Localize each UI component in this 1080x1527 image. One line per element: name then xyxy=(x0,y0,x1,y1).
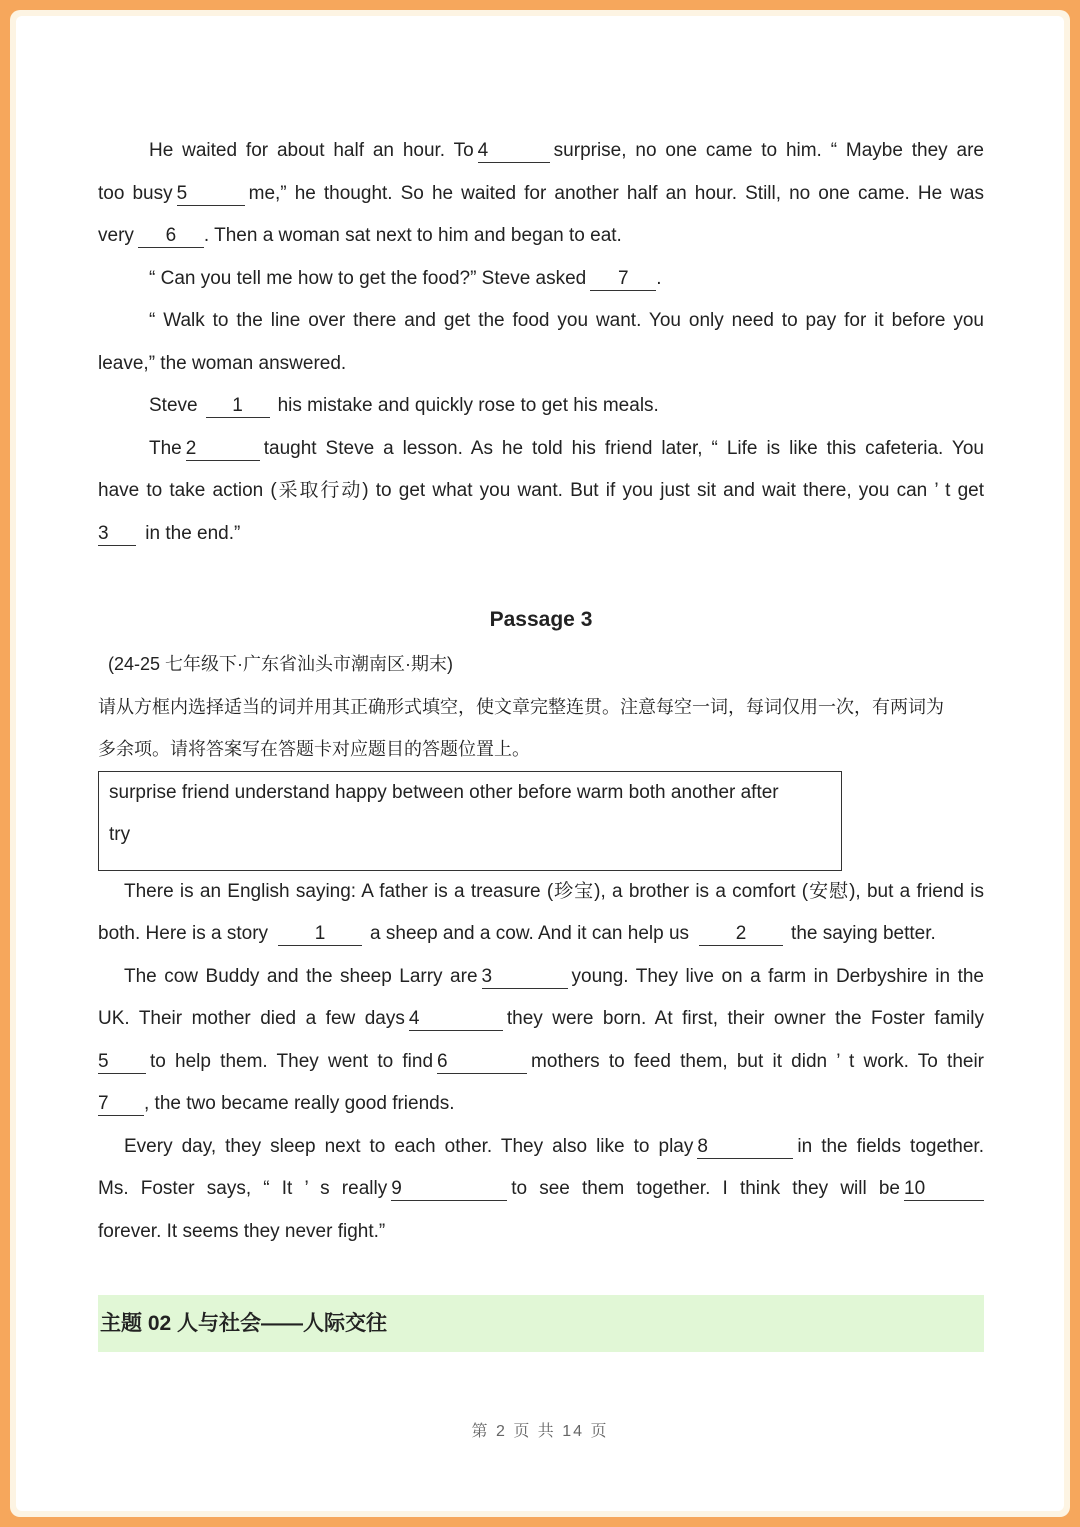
answer-blank[interactable]: 9 xyxy=(391,1178,507,1201)
answer-blank[interactable]: 8 xyxy=(697,1136,793,1159)
question-source: (24-25 七年级下·广东省汕头市潮南区·期末) xyxy=(108,654,454,674)
text: in the fields together. xyxy=(797,1135,984,1157)
text: both. Here is a story xyxy=(98,923,269,944)
paragraph-line: “ Walk to the line over there and get the food you want. You only need to pay for it before you xyxy=(149,310,984,331)
paragraph-line xyxy=(98,1126,984,1169)
text: to see them together. I think they will be xyxy=(511,1178,900,1199)
paragraph-line xyxy=(98,998,984,1041)
paragraph-line: leave,” the woman answered. xyxy=(98,352,347,374)
text: in the end.” xyxy=(145,522,241,544)
answer-blank[interactable]: 5 xyxy=(177,183,245,206)
text: they were born. At first, their owner the Foster family xyxy=(506,1008,984,1029)
text: surprise, no one came to him. “ Maybe they are xyxy=(553,140,984,161)
answer-blank[interactable]: 4 xyxy=(409,1008,503,1031)
answer-blank[interactable]: 6 xyxy=(437,1051,527,1074)
answer-blank[interactable]: 3 xyxy=(98,523,136,546)
word-bank-box xyxy=(98,771,842,871)
word-bank-line: try xyxy=(109,824,131,845)
topic-heading: 主题 02 人与社会——人际交往 xyxy=(98,1295,984,1352)
word-bank-line: surprise friend understand happy between other before warm both another after xyxy=(109,781,779,803)
text: Ms. Foster says, “ It ’ s really xyxy=(98,1178,388,1199)
text: UK. Their mother died a few days xyxy=(98,1008,405,1029)
paragraph-line xyxy=(98,428,984,471)
answer-blank[interactable]: 5 xyxy=(98,1051,146,1074)
paragraph-line: There is an English saying: A father is a treasure (珍宝), a brother is a comfort (安慰), but a friend is xyxy=(124,880,984,902)
page-number: 第 2 页 共 14 页 xyxy=(471,1423,609,1440)
text: , the two became really good friends. xyxy=(144,1093,455,1114)
answer-blank[interactable]: 7 xyxy=(98,1093,144,1116)
instruction-line: 多余项。请将答案写在答题卡对应题目的答题位置上。 xyxy=(98,739,530,759)
text: taught Steve a lesson. As he told his friend later, “ Life is like this cafeteria. You xyxy=(263,437,984,459)
answer-blank[interactable]: 3 xyxy=(482,966,568,989)
paragraph-line xyxy=(98,513,984,556)
text: the saying better. xyxy=(791,923,936,944)
paragraph-line xyxy=(98,385,984,428)
text: to help them. They went to find xyxy=(150,1050,434,1072)
passage-title: Passage 3 xyxy=(489,608,593,631)
text: young. They live on a farm in Derbyshire in the xyxy=(571,965,984,987)
instruction-line: 请从方框内选择适当的词并用其正确形式填空，使文章完整连贯。注意每空一词，每词仅用一次，有两词为 xyxy=(98,696,944,717)
paragraph-line xyxy=(98,1041,984,1084)
text: too busy xyxy=(98,182,173,204)
text: . Then a woman sat next to him and began to eat. xyxy=(203,225,622,246)
answer-blank[interactable]: 7 xyxy=(590,268,656,291)
text: a sheep and a cow. And it can help us xyxy=(370,923,690,944)
text: “ Can you tell me how to get the food?” Steve asked xyxy=(149,267,587,289)
text: mothers to feed them, but it didn ’ t work. To their xyxy=(531,1050,985,1072)
text: Steve xyxy=(149,395,198,416)
paragraph-line: forever. It seems they never fight.” xyxy=(98,1220,386,1242)
answer-blank[interactable]: 1 xyxy=(278,923,362,946)
answer-blank[interactable]: 2 xyxy=(186,438,260,461)
text: He waited for about half an hour. To xyxy=(149,140,474,161)
text: . xyxy=(656,267,662,289)
text: The cow Buddy and the sheep Larry are xyxy=(124,965,478,987)
paragraph-line xyxy=(98,215,984,258)
paragraph-line xyxy=(98,173,984,216)
paragraph-line xyxy=(98,1083,984,1126)
answer-blank[interactable]: 2 xyxy=(699,923,783,946)
answer-blank[interactable]: 10 xyxy=(904,1178,984,1201)
answer-blank[interactable]: 6 xyxy=(138,225,204,248)
paragraph-line: have to take action (采取行动) to get what you want. But if you just sit and wait there, you can ’ t get xyxy=(98,480,984,501)
paragraph-line xyxy=(98,258,984,301)
paragraph-line xyxy=(98,913,984,956)
paragraph-line xyxy=(98,956,984,999)
paragraph-line xyxy=(98,130,984,173)
text: his mistake and quickly rose to get his meals. xyxy=(277,395,659,416)
answer-blank[interactable]: 4 xyxy=(478,140,550,163)
text: Every day, they sleep next to each other. They also like to play xyxy=(124,1135,694,1157)
answer-blank[interactable]: 1 xyxy=(206,395,270,418)
text: very xyxy=(98,225,134,246)
text: me,” he thought. So he waited for another half an hour. Still, no one came. He was xyxy=(248,182,985,204)
document-content xyxy=(98,130,984,1352)
text: The xyxy=(149,437,182,459)
paragraph-line xyxy=(98,1168,984,1211)
